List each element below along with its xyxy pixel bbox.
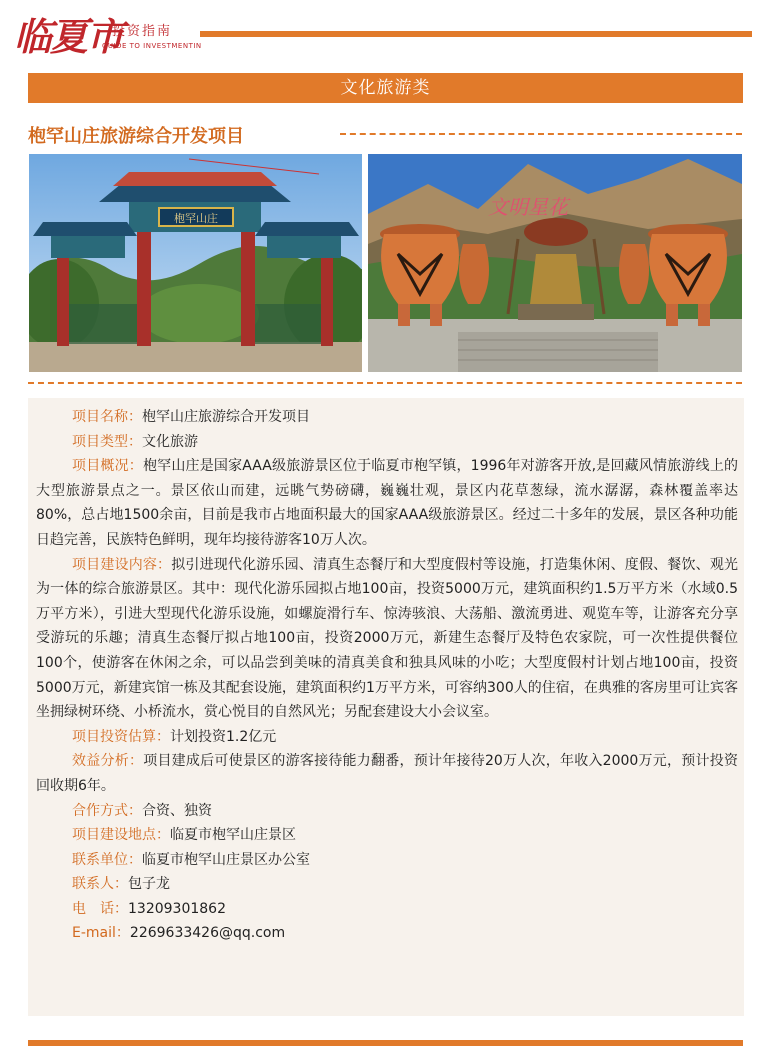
value-overview: 枹罕山庄是国家AAA级旅游景区位于临夏市枹罕镇，1996年对游客开放,是回藏风情旅游线上的大型旅游景点之一。景区依山而建，远眺气势磅礴，巍巍壮观，景区内花草葱绿，流水潺潺，森林覆盖率达80%，总占地1500余亩，目前是我市占地面积最大的国家AAA级旅游景区。经过二十多年的发展，景区各种功能日趋完善，民族特色鲜明，现年均接待游客10万人次。 — [36, 458, 739, 548]
pottery-photo — [368, 154, 742, 372]
label-project-name: 项目名称： — [72, 409, 142, 425]
project-details-panel — [28, 398, 744, 1016]
photo-dashed-divider — [28, 382, 742, 384]
project-title: 枹罕山庄旅游综合开发项目 — [28, 126, 244, 147]
value-cooperation: 合资、独资 — [142, 802, 212, 819]
value-project-name: 枹罕山庄旅游综合开发项目 — [142, 409, 310, 425]
category-bar: 文化旅游类 — [28, 73, 743, 103]
field-project-name — [28, 398, 744, 430]
logo-english: GUIDE TO INVESTMENTIN — [102, 42, 202, 50]
field-phone — [28, 897, 744, 922]
value-construction: 拟引进现代化游乐园、清真生态餐厅和大型度假村等设施，打造集休闲、度假、餐饮、观光为一体的综合旅游景区。其中：现代化游乐园拟占地100亩，投资5000万元，建筑面积约1.5万平方米（水域0.5万平方米），引进大型现代化游乐设施，如螺旋滑行车、惊涛骇浪、大荡船、激流勇进、观览车等，让游客充分享受游玩的乐趣；清真生态餐厅拟占地100亩，投资2000万元，新建生态餐厅及特色农家院，可一次性提供餐位100个，使游客在休闲之余，可以品尝到美味的清真美食和独具风味的小吃；大型度假村计划占地100亩，投资5000万元，新建宾馆一栋及其配套设施，建筑面积约1万平方米，可容纳300人的住宿，在典雅的客房里可让宾客坐拥绿树环绕、小桥流水，赏心悦目的自然风光；另配套建设大小会议室。 — [36, 556, 738, 721]
field-contact-person — [28, 872, 744, 897]
field-investment — [28, 725, 744, 750]
field-project-type — [28, 430, 744, 455]
label-construction: 项目建设内容： — [72, 556, 172, 573]
title-dashed-divider — [340, 133, 742, 135]
value-location: 临夏市枹罕山庄景区 — [170, 827, 296, 844]
value-email[interactable]: 2269633426@qq.com — [129, 925, 286, 942]
page-header — [0, 0, 770, 70]
field-location — [28, 823, 744, 848]
label-email: E-mail： — [72, 925, 130, 942]
gate-sign-text: 枹罕山庄 — [174, 212, 218, 225]
value-project-type: 文化旅游 — [142, 433, 198, 450]
footer-bar — [28, 1040, 743, 1046]
label-location: 项目建设地点： — [72, 827, 170, 844]
label-project-type: 项目类型： — [72, 433, 142, 450]
value-phone: 13209301862 — [128, 900, 226, 917]
field-cooperation — [28, 799, 744, 824]
field-overview — [28, 454, 744, 552]
field-benefit — [28, 749, 744, 798]
archway-photo — [29, 154, 362, 372]
value-benefit: 项目建成后可使景区的游客接待能力翻番，预计年接待20万人次，年收入2000万元，预计投资回收期6年。 — [36, 753, 738, 794]
field-construction — [28, 553, 744, 725]
label-benefit: 效益分析： — [72, 753, 144, 770]
value-contact-person: 包子龙 — [128, 876, 170, 893]
label-cooperation: 合作方式： — [72, 802, 142, 819]
logo-text: 临夏市 — [14, 14, 123, 59]
value-contact-unit: 临夏市枹罕山庄景区办公室 — [142, 851, 310, 868]
label-overview: 项目概况： — [72, 458, 143, 475]
mountain-sign-text: 文明星花 — [488, 195, 568, 219]
label-phone: 电 话： — [72, 900, 128, 917]
logo-subtitle: 投资指南 — [112, 24, 173, 39]
value-investment: 计划投资1.2亿元 — [170, 728, 277, 745]
label-investment: 项目投资估算： — [72, 728, 170, 745]
header-divider — [200, 31, 752, 37]
field-contact-unit — [28, 848, 744, 873]
label-contact-person: 联系人： — [72, 876, 128, 893]
label-contact-unit: 联系单位： — [72, 851, 142, 868]
field-email — [28, 921, 744, 946]
